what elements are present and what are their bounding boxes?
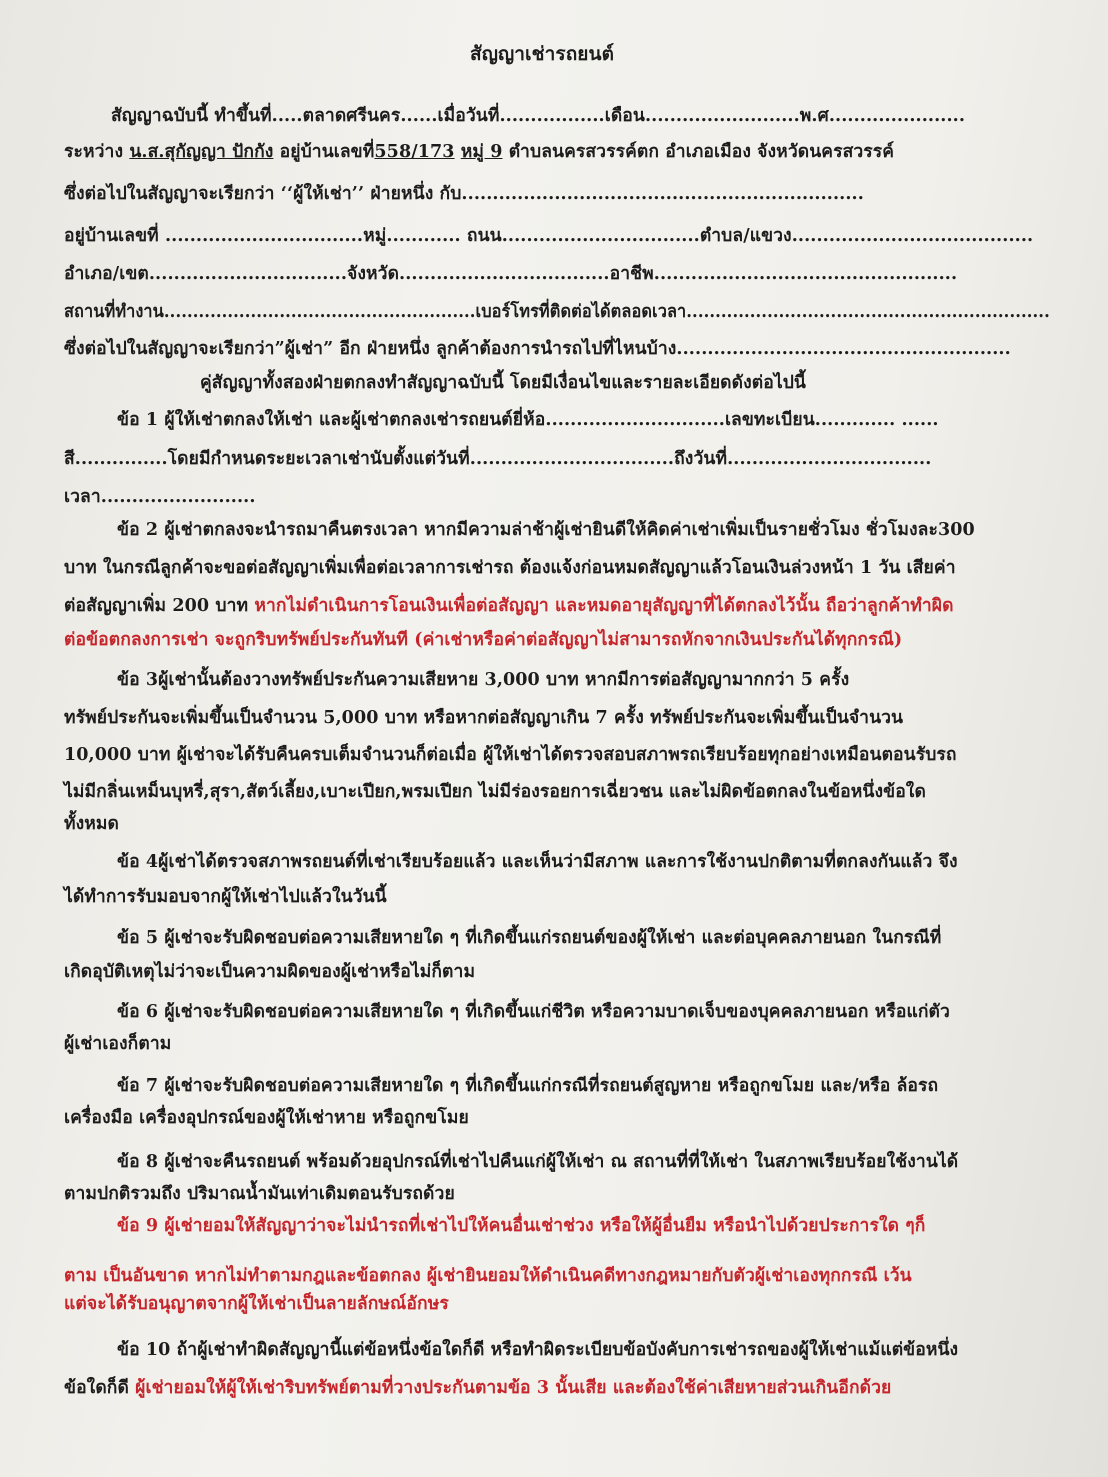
clause-4-line-2: ได้ทำการรับมอบจากผู้ให้เช่าไปแล้วในวันนี้ bbox=[64, 887, 387, 907]
header-line-1: สัญญาฉบับนี้ ทำขึ้นที่.....ตลาดศรีนคร......เมื่อวันที่.................เดือน.........................พ.ศ...................... bbox=[111, 106, 966, 126]
clause-2-line-3-red: หากไม่ดำเนินการโอนเงินเพื่อต่อสัญญา และหมดอายุสัญญาที่ได้ตกลงไว้นั้น ถือว่าลูกค้าทำผิด bbox=[254, 596, 954, 616]
clause-7-line-1: ข้อ 7 ผู้เช่าจะรับผิดชอบต่อความเสียหายใด ๆ ที่เกิดขึ้นแก่กรณีที่รถยนต์สูญหาย หรือถูกขโมย และ/หรือ ล้อรถ bbox=[117, 1076, 939, 1096]
header-line-6: สถานที่ทำงาน......................................................เบอร์โทรที่ติดต่อได้ตลอดเวลา............................................................... bbox=[64, 302, 1050, 322]
clause-2-line-4: ต่อข้อตกลงการเช่า จะถูกริบทรัพย์ประกันทันที (ค่าเช่าหรือค่าต่อสัญญาไม่สามารถหักจากเงินประกันได้ทุกกรณี) bbox=[64, 630, 903, 650]
clause-10-line-2 bbox=[64, 1376, 891, 1400]
clause-10-line-1: ข้อ 10 ถ้าผู้เช่าทำผิดสัญญานี้แต่ข้อหนึ่งข้อใดก็ดี หรือทำผิดระเบียบข้อบังคับการเช่ารถของผู้ให้เช่าแม้แต่ข้อหนึ่ง bbox=[117, 1340, 959, 1360]
clause-2-line-3-black: ต่อสัญญาเพิ่ม 200 บาท bbox=[64, 596, 255, 616]
clause-3-line-2: ทรัพย์ประกันจะเพิ่มขึ้นเป็นจำนวน 5,000 บาท หรือหากต่อสัญญาเกิน 7 ครั้ง ทรัพย์ประกันจะเพิ่มขึ้นเป็นจำนวน bbox=[64, 708, 904, 728]
clause-3-line-1: ข้อ 3ผู้เช่านั้นต้องวางทรัพย์ประกันความเสียหาย 3,000 บาท หากมีการต่อสัญญามากกว่า 5 ครั้ง bbox=[117, 670, 850, 690]
header-line-2 bbox=[64, 140, 894, 164]
header-line-5: อำเภอ/เขต................................จังหวัด..................................อาชีพ................................................. bbox=[64, 264, 958, 284]
clause-9-line-2: ตาม เป็นอันขาด หากไม่ทำตามกฎและข้อตกลง ผู้เช่ายินยอมให้ดำเนินคดีทางกฎหมายกับตัวผู้เช่าเองทุกกรณี เว้น bbox=[64, 1266, 912, 1286]
clause-9-line-1: ข้อ 9 ผู้เช่ายอมให้สัญญาว่าจะไม่นำรถที่เช่าไปให้คนอื่นเช่าช่วง หรือให้ผู้อื่นยืม หรือนำไปด้วยประการใด ๆก็ bbox=[117, 1216, 926, 1236]
lessor-name: น.ส.สุกัญญา ปักกัง bbox=[129, 142, 274, 162]
header-line-7: ซึ่งต่อไปในสัญญาจะเรียกว่า”ผู้เช่า” อีก ฝ่ายหนึ่ง ลูกค้าต้องการนำรถไปที่ไหนบ้าง...................................................... bbox=[64, 339, 1011, 359]
clause-10-line-2-red: ผู้เช่ายอมให้ผู้ให้เช่าริบทรัพย์ตามที่วางประกันตามข้อ 3 นั้นเสีย และต้องใช้ค่าเสียหายส่วนเกินอีกด้วย bbox=[135, 1378, 892, 1398]
header-line-2-suffix: ตำบลนครสวรรค์ตก อำเภอเมือง จังหวัดนครสวรรค์ bbox=[502, 142, 895, 162]
moo-number: หมู่ 9 bbox=[460, 142, 503, 162]
clause-6-line-2: ผู้เช่าเองก็ตาม bbox=[64, 1034, 172, 1054]
clause-1-line-1: ข้อ 1 ผู้ให้เช่าตกลงให้เช่า และผู้เช่าตกลงเช่ารถยนต์ยี่ห้อ.............................เลขทะเบียน............. ...... bbox=[117, 410, 939, 430]
clause-2-line-1: ข้อ 2 ผู้เช่าตกลงจะนำรถมาคืนตรงเวลา หากมีความล่าช้าผู้เช่ายินดีให้คิดค่าเช่าเพิ่มเป็นรายชั่วโมง ชั่วโมงละ300 bbox=[117, 520, 975, 540]
clause-3-line-4: ไม่มีกลิ่นเหม็นบุหรี่,สุรา,สัตว์เลี้ยง,เบาะเปียก,พรมเปียก ไม่มีร่องรอยการเฉี่ยวชน และไม่ผิดข้อตกลงในข้อหนึ่งข้อใด bbox=[64, 782, 926, 802]
clause-3-line-5: ทั้งหมด bbox=[64, 814, 120, 834]
clause-8-line-1: ข้อ 8 ผู้เช่าจะคืนรถยนต์ พร้อมด้วยอุปกรณ์ที่เช่าไปคืนแก่ผู้ให้เช่า ณ สถานที่ที่ให้เช่า ในสภาพเรียบร้อยใช้งานได้ bbox=[117, 1152, 959, 1172]
clause-2-line-2: บาท ในกรณีลูกค้าจะขอต่อสัญญาเพิ่มเพื่อต่อเวลาการเช่ารถ ต้องแจ้งก่อนหมดสัญญาแล้วโอนเงินล่วงหน้า 1 วัน เสียค่า bbox=[64, 558, 956, 578]
clause-9-line-3: แต่จะได้รับอนุญาตจากผู้ให้เช่าเป็นลายลักษณ์อักษร bbox=[64, 1294, 449, 1314]
header-line-3: ซึ่งต่อไปในสัญญาจะเรียกว่า ‘‘ผู้ให้เช่า’’ ฝ่ายหนึ่ง กับ................................................................. bbox=[64, 184, 864, 204]
clause-3-line-3: 10,000 บาท ผู้เช่าจะได้รับคืนครบเต็มจำนวนก็ต่อเมื่อ ผู้ให้เช่าได้ตรวจสอบสภาพรถเรียบร้อยทุกอย่างเหมือนตอนรับรถ bbox=[64, 745, 957, 765]
clause-10-line-2-black: ข้อใดก็ดี bbox=[64, 1378, 136, 1398]
header-line-2-prefix: ระหว่าง bbox=[64, 142, 130, 162]
header-line-8: คู่สัญญาทั้งสองฝ่ายตกลงทำสัญญาฉบับนี้ โดยมีเงื่อนไขและรายละเอียดดังต่อไปนี้ bbox=[200, 373, 806, 393]
clause-8-line-2: ตามปกติรวมถึง ปริมาณน้ำมันเท่าเดิมตอนรับรถด้วย bbox=[64, 1184, 455, 1204]
clause-4-line-1: ข้อ 4ผู้เช่าได้ตรวจสภาพรถยนต์ที่เช่าเรียบร้อยแล้ว และเห็นว่ามีสภาพ และการใช้งานปกติตามที่ตกลงกันแล้ว จึง bbox=[117, 852, 958, 872]
clause-5-line-1: ข้อ 5 ผู้เช่าจะรับผิดชอบต่อความเสียหายใด ๆ ที่เกิดขึ้นแก่รถยนต์ของผู้ให้เช่า และต่อบุคคลภายนอก ในกรณีที่ bbox=[117, 928, 942, 948]
header-line-2-mid: อยู่บ้านเลขที่ bbox=[273, 142, 375, 162]
clause-1-line-3: เวลา......................... bbox=[64, 487, 256, 507]
clause-7-line-2: เครื่องมือ เครื่องอุปกรณ์ของผู้ให้เช่าหาย หรือถูกขโมย bbox=[64, 1108, 469, 1128]
clause-5-line-2: เกิดอุบัติเหตุไม่ว่าจะเป็นความผิดของผู้เช่าหรือไม่ก็ตาม bbox=[64, 962, 476, 982]
house-number: 558/173 bbox=[374, 142, 455, 162]
clause-6-line-1: ข้อ 6 ผู้เช่าจะรับผิดชอบต่อความเสียหายใด ๆ ที่เกิดขึ้นแก่ชีวิต หรือความบาดเจ็บของบุคคลภายนอก หรือแก่ตัว bbox=[117, 1002, 950, 1022]
clause-2-line-3 bbox=[64, 594, 954, 618]
clause-1-line-2: สี...............โดยมีกำหนดระยะเวลาเช่านับตั้งแต่วันที่.................................ถึงวันที่................................. bbox=[64, 449, 932, 469]
header-line-4: อยู่บ้านเลขที่ ................................หมู่............ ถนน................................ตำบล/แขวง....................................... bbox=[64, 226, 1034, 246]
document-title: สัญญาเช่ารถยนต์ bbox=[470, 43, 615, 65]
